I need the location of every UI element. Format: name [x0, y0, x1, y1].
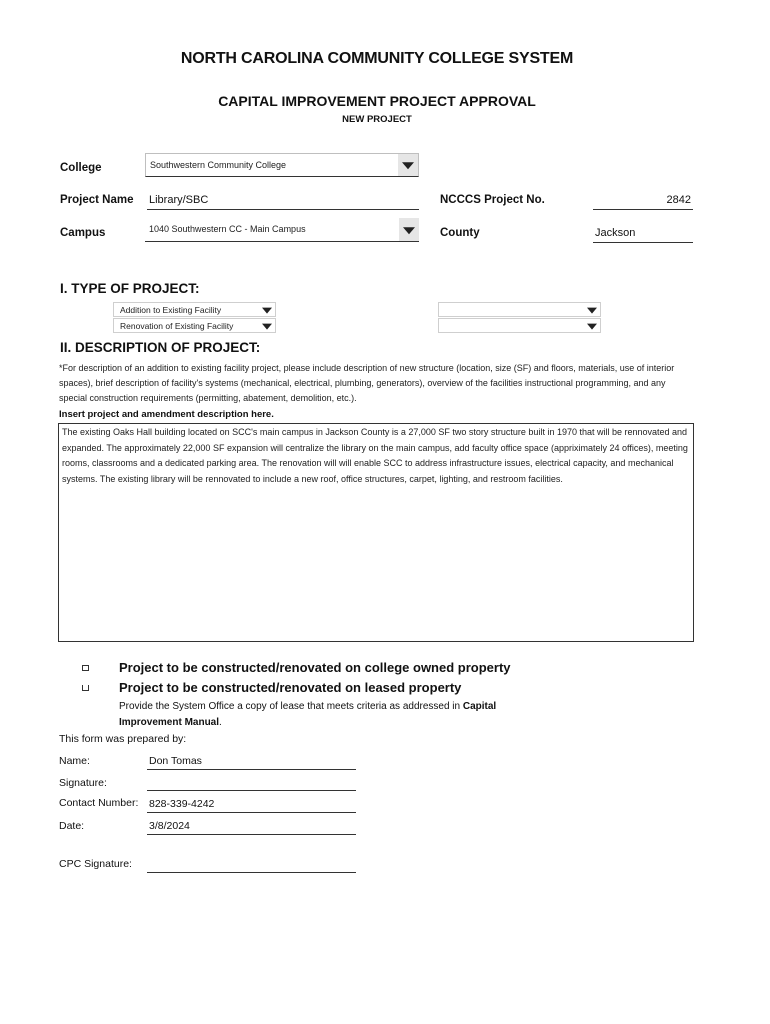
chevron-down-icon [262, 307, 272, 313]
owned-property-checkbox[interactable] [82, 665, 89, 671]
lease-note-manual-2: Improvement Manual [119, 717, 220, 728]
description-instructions: *For description of an addition to existing facility project, please include description of new structure (location, size (SF) and floors, materials, use of interior spaces), brief description of facility's systems (mechanical, electrical, plumbing, generators), overview of the facilities instructional programming, and any special construction requirements (permitting, abatement, demolition, etc.). [59, 363, 675, 403]
type-select-3[interactable] [438, 302, 601, 317]
lease-note [119, 699, 539, 731]
signature-label: Signature: [59, 777, 107, 789]
project-name-label: Project Name [60, 194, 134, 206]
cpc-signature-label: CPC Signature: [59, 858, 132, 870]
college-label: College [60, 162, 102, 174]
description-textarea[interactable] [58, 423, 694, 642]
chevron-down-icon [587, 307, 597, 313]
type-of-project-heading: I. TYPE OF PROJECT: [60, 281, 200, 296]
chevron-down-icon [262, 323, 272, 329]
name-field[interactable] [147, 753, 356, 770]
type-select-4[interactable] [438, 318, 601, 333]
type-4-dropdown-button[interactable] [584, 319, 600, 332]
date-value: 3/8/2024 [149, 820, 190, 832]
date-label: Date: [59, 820, 85, 832]
prepared-by-intro: This form was prepared by: [59, 733, 187, 745]
date-field[interactable] [147, 818, 356, 835]
county-label: County [440, 227, 480, 239]
type-3-dropdown-button[interactable] [584, 303, 600, 316]
project-name-field[interactable] [147, 192, 419, 210]
lease-note-period: . [219, 717, 222, 728]
county-field[interactable] [593, 225, 693, 243]
form-subtitle: NEW PROJECT [342, 114, 412, 125]
leased-property-label: Project to be constructed/renovated on leased property [119, 680, 462, 695]
county-value: Jackson [595, 227, 636, 239]
type-option-2-value: Renovation of Existing Facility [120, 321, 234, 331]
contact-number-label: Contact Number: [59, 797, 139, 809]
type-option-1-value: Addition to Existing Facility [120, 305, 222, 315]
contact-number-value: 828-339-4242 [149, 798, 215, 810]
chevron-down-icon [403, 227, 415, 234]
type-2-dropdown-button[interactable] [259, 319, 275, 332]
ncccs-project-no-value: 2842 [666, 194, 691, 206]
name-value: Don Tomas [149, 755, 202, 767]
project-name-value: Library/SBC [149, 194, 209, 206]
signature-field[interactable] [147, 774, 356, 791]
campus-label: Campus [60, 227, 106, 239]
insert-description-label: Insert project and amendment description here. [59, 409, 274, 420]
chevron-down-icon [402, 162, 414, 169]
name-label: Name: [59, 755, 90, 767]
college-select[interactable] [145, 153, 419, 177]
contact-number-field[interactable] [147, 796, 356, 813]
org-title: NORTH CAROLINA COMMUNITY COLLEGE SYSTEM [180, 50, 574, 67]
chevron-down-icon [587, 323, 597, 329]
type-1-dropdown-button[interactable] [259, 303, 275, 316]
cpc-signature-field[interactable] [147, 856, 356, 873]
college-dropdown-button[interactable] [398, 154, 418, 176]
campus-dropdown-button[interactable] [399, 218, 419, 241]
ncccs-project-no-field[interactable] [593, 192, 693, 210]
lease-note-manual-1: Capital [462, 701, 497, 712]
description-heading: II. DESCRIPTION OF PROJECT: [60, 340, 261, 355]
type-select-1[interactable] [113, 302, 276, 317]
form-title: CAPITAL IMPROVEMENT PROJECT APPROVAL [218, 93, 536, 109]
college-value: Southwestern Community College [150, 160, 287, 170]
campus-select[interactable] [145, 218, 419, 242]
campus-value: 1040 Southwestern CC - Main Campus [149, 224, 306, 234]
owned-property-label: Project to be constructed/renovated on college owned property [119, 660, 511, 675]
leased-property-checkbox[interactable] [82, 685, 89, 691]
description-text: The existing Oaks Hall building located on SCC's main campus in Jackson County is a 27,000 SF two story structure built in 1970 that will be rennovated and expanded. The approximately 22,000 SF expansion will centralize the library on the main campus, add faculty office space (appriximately 24 offices), meeting rooms, classrooms and a dedicated parking area. The renovation will will enable SCC to address infrastructure issues, electrical capacity, and mechanical systems. The existing library will be rennovated to include a new roof, office structures, carpet, lighting, and restroom facilities. [62, 427, 688, 484]
type-select-2[interactable] [113, 318, 276, 333]
lease-note-text: Provide the System Office a copy of lease that meets criteria as addressed in [119, 701, 461, 712]
ncccs-project-no-label: NCCCS Project No. [440, 194, 545, 206]
